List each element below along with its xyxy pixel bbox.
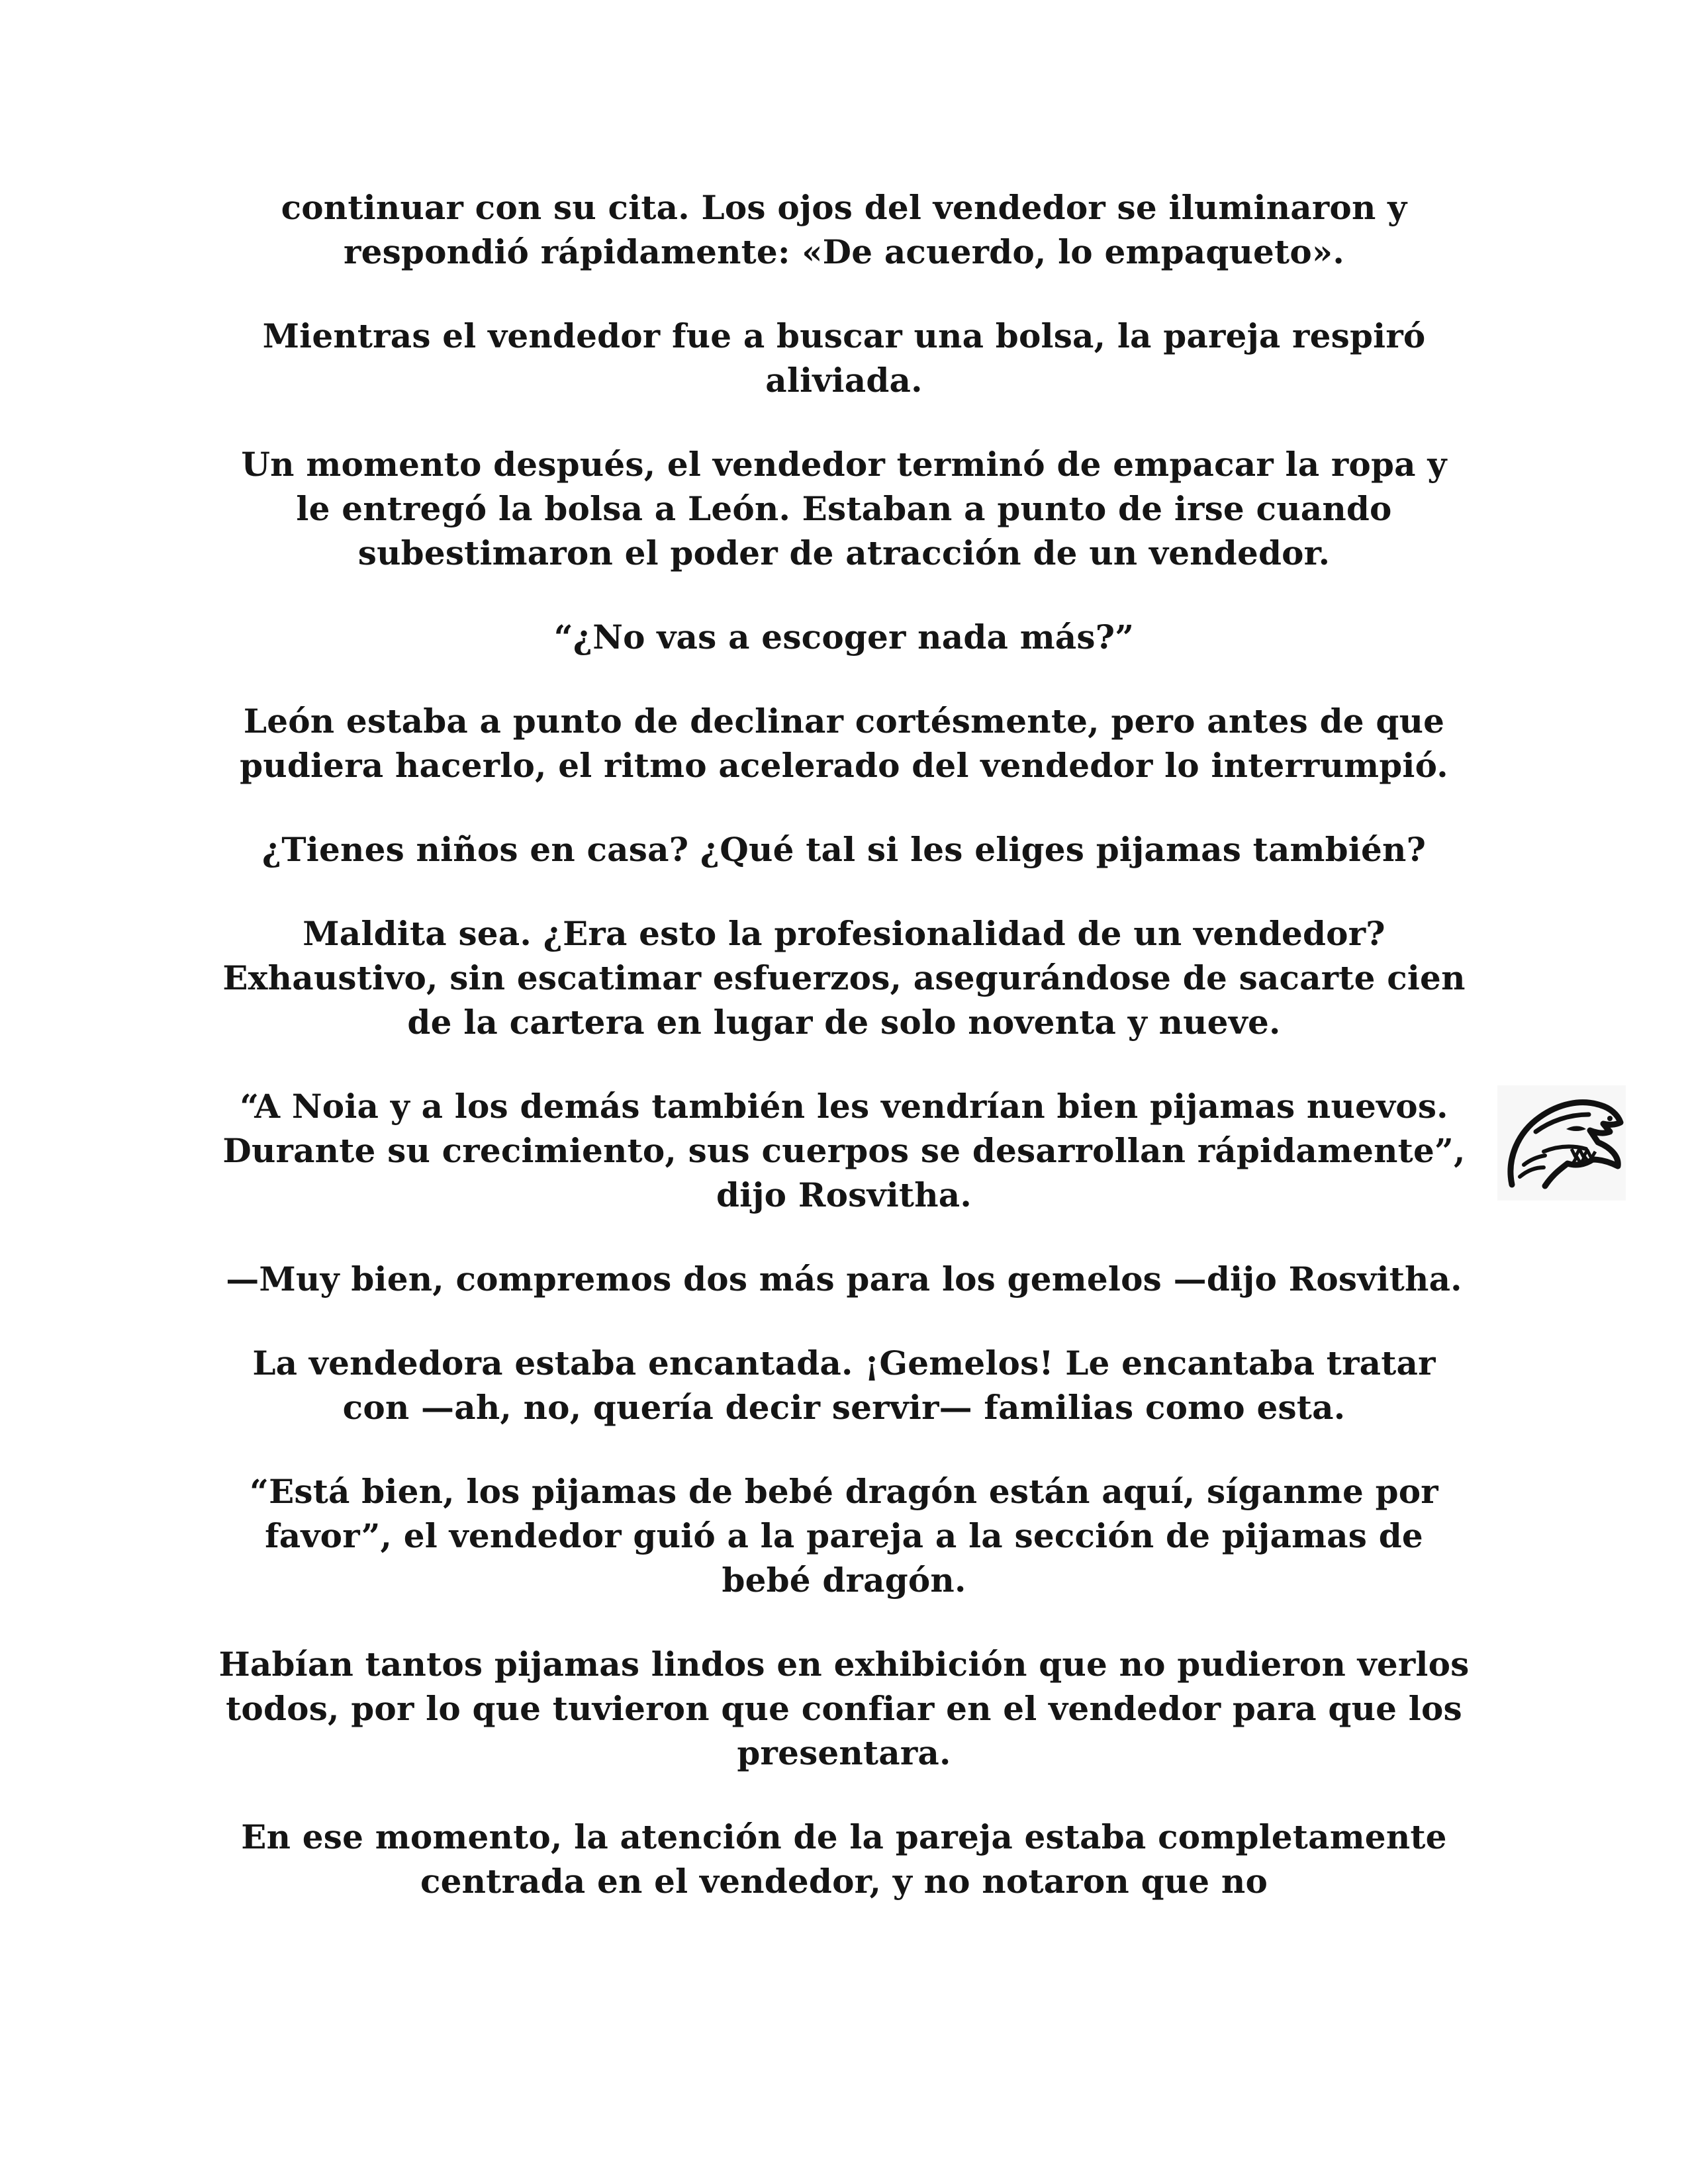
paragraph: En ese momento, la atención de la pareja estaba completamente centrada en el vendedor, y no notaron que no [241, 1817, 1447, 1901]
paragraph: “¿No vas a escoger nada más?” [553, 617, 1135, 657]
paragraph: continuar con su cita. Los ojos del vendedor se iluminaron y respondió rápidamente: «De acuerdo, lo empaqueto». [281, 188, 1407, 271]
paragraph: La vendedora estaba encantada. ¡Gemelos! Le encantaba tratar con —ah, no, quería decir servir— familias como esta. [252, 1343, 1436, 1427]
paragraph: León estaba a punto de declinar cortésmente, pero antes de que pudiera hacerlo, el ritmo acelerado del vendedor lo interrumpió. [240, 702, 1448, 785]
paragraph: Maldita sea. ¿Era esto la profesionalidad de un vendedor? Exhaustivo, sin escatimar esfuerzos, asegurándose de sacarte cien de la cartera en lugar de solo noventa y nueve. [222, 914, 1466, 1042]
dinosaur-head-icon [1497, 1085, 1626, 1201]
paragraph: Un momento después, el vendedor terminó de empacar la ropa y le entregó la bolsa a León. Estaban a punto de irse cuando subestimaron el poder de atracción de un vendedor. [241, 445, 1447, 572]
document-page [218, 185, 1470, 1943]
paragraph: Mientras el vendedor fue a buscar una bolsa, la pareja respiró aliviada. [262, 316, 1426, 400]
paragraph: ¿Tienes niños en casa? ¿Qué tal si les eliges pijamas también? [261, 830, 1427, 869]
paragraph: —Muy bien, compremos dos más para los gemelos —dijo Rosvitha. [226, 1259, 1462, 1298]
paragraph: “A Noia y a los demás también les vendrían bien pijamas nuevos. Durante su crecimiento, sus cuerpos se desarrollan rápidamente”, dijo Rosvitha. [222, 1087, 1466, 1214]
paragraph: Habían tantos pijamas lindos en exhibición que no pudieron verlos todos, por lo que tuvieron que confiar en el vendedor para que los presentara. [218, 1645, 1470, 1772]
paragraph: “Está bien, los pijamas de bebé dragón están aquí, síganme por favor”, el vendedor guió a la pareja a la sección de pijamas de bebé dragón. [250, 1472, 1438, 1600]
